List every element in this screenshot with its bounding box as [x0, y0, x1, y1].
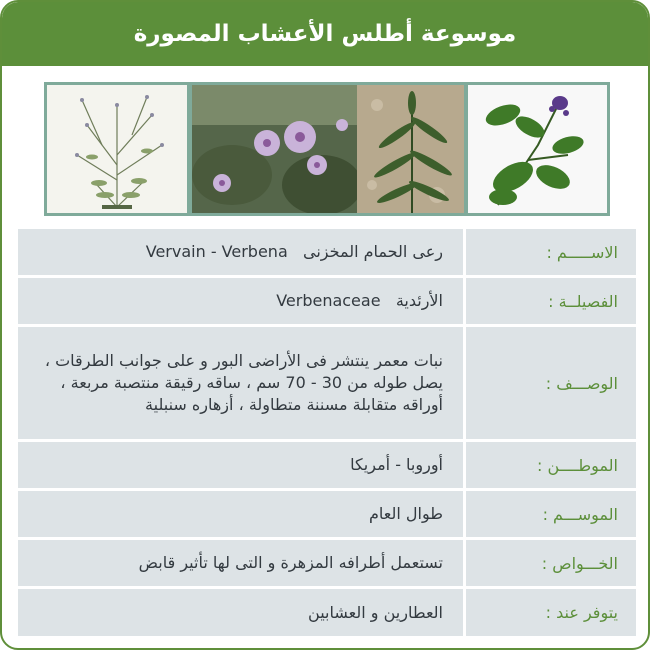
info-row-availability: [18, 589, 636, 636]
row-value: أوروبا - أمريكا: [18, 442, 463, 488]
page-header: [2, 2, 648, 66]
image-gallery: [44, 82, 610, 216]
info-row-description: [18, 327, 636, 439]
family-arabic: الأرئدية: [395, 291, 443, 310]
verbena-botanical-drawing-icon: [47, 85, 187, 213]
row-label: الخـــواص :: [466, 540, 636, 586]
row-label: الاســـــم :: [466, 229, 636, 275]
row-label: الموســـم :: [466, 491, 636, 537]
page-title: موسوعة أطلس الأعشاب المصورة: [133, 21, 517, 47]
row-label: الوصـــف :: [466, 327, 636, 439]
name-arabic: رعى الحمام المخزنى: [303, 242, 443, 261]
row-value: [18, 229, 463, 275]
row-value: تستعمل أطرافه المزهرة و التى لها تأثير قابض: [18, 540, 463, 586]
verbena-leaves-photo-icon: [357, 85, 464, 213]
info-row-habitat: [18, 442, 636, 488]
verbena-flowers-photo-icon: [192, 85, 357, 213]
info-row-name: [18, 229, 636, 275]
info-row-family: [18, 278, 636, 324]
family-latin: Verbenaceae: [276, 291, 381, 310]
row-label: الفصيلــة :: [466, 278, 636, 324]
name-latin: Vervain - Verbena: [145, 242, 288, 261]
row-value: العطارين و العشابين: [18, 589, 463, 636]
info-row-properties: [18, 540, 636, 586]
herb-info-table: [18, 229, 636, 639]
row-value: نبات معمر ينتشر فى الأراضى البور و على جوانب الطرقات ، يصل طوله من 30 - 70 سم ، ساقه رقيقة منتصبة مربعة ، أوراقه متقابلة مسننة متطاولة ، أزهاره سنبلية: [18, 327, 463, 439]
row-label: الموطــــن :: [466, 442, 636, 488]
verbena-sprig-photo-icon: [468, 85, 607, 213]
row-value: [18, 278, 463, 324]
info-row-season: [18, 491, 636, 537]
row-label: يتوفر عند :: [466, 589, 636, 636]
row-value: طوال العام: [18, 491, 463, 537]
